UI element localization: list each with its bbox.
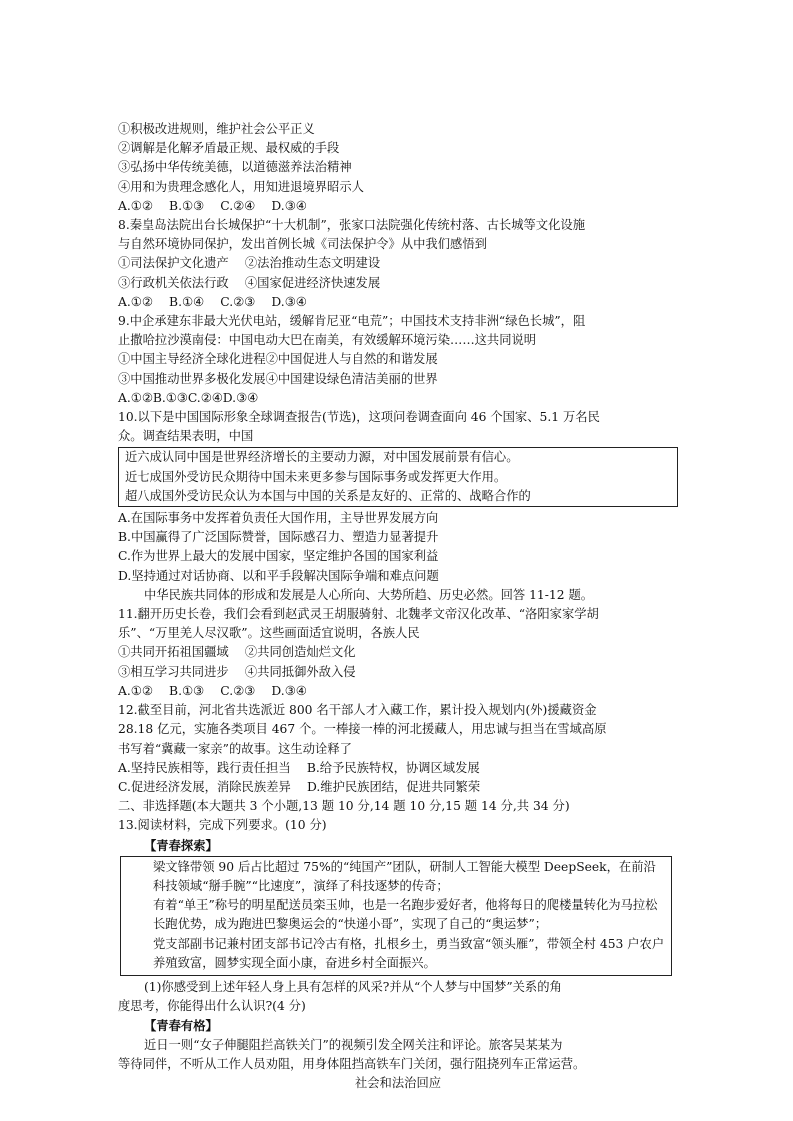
option-line: D.坚持通过对话协商、以和平手段解决国际争端和难点问题 bbox=[118, 568, 439, 583]
question-10-stem: 众。调查结果表明，中国 bbox=[118, 429, 254, 444]
text-line: ①司法保护文化遗产 ②法治推动生态文明建设 bbox=[118, 256, 381, 271]
question-12-stem: 28.18 亿元，实施各类项目 467 个。一棒接一棒的河北援藏人，用忠诚与担当在雪域高原 bbox=[118, 722, 607, 737]
option-line: B.中国赢得了广泛国际赞誉，国际感召力、塑造力显著提升 bbox=[118, 530, 439, 545]
question-block-7-10 bbox=[118, 120, 678, 446]
sub-question-1: (1)你感受到上述年轻人身上具有怎样的风采?并从“个人梦与中国梦”关系的角 bbox=[144, 979, 562, 994]
material-text: 等待同伴，不听从工作人员劝阻，用身体阻挡高铁车门关闭，强行阻挠列车正常运营。 bbox=[118, 1056, 586, 1071]
survey-results-box bbox=[118, 447, 678, 507]
exam-page bbox=[118, 120, 678, 1093]
text-line: ①共同开拓祖国疆域 ②共同创造灿烂文化 bbox=[118, 645, 356, 660]
question-8-stem: 与自然环境协同保护，发出首例长城《司法保护令》从中我们感悟到 bbox=[118, 237, 487, 252]
text-line: ①中国主导经济全球化进程②中国促进人与自然的和谐发展 bbox=[118, 352, 438, 367]
question-9-stem: 9.中企承建东非最大光伏电站，缓解肯尼亚“电荒”；中国技术支持非洲“绿色长城”，阻 bbox=[118, 314, 586, 329]
text-line: ④用和为贵理念感化人，用知进退境界昭示人 bbox=[118, 179, 364, 194]
text-line: ③中国推动世界多极化发展④中国建设绿色清洁美丽的世界 bbox=[118, 371, 438, 386]
question-10-options bbox=[118, 509, 678, 586]
question-11-stem: 乐”、“万里羌人尽汉歌”。这些画面适宜说明，各族人民 bbox=[118, 626, 420, 641]
question-12-stem: 书写着“冀藏一家亲”的故事。这生动诠释了 bbox=[118, 741, 352, 756]
answer-options: A.①②B.①③C.②④D.③④ bbox=[118, 390, 259, 405]
answer-options: A.①② B.①④ C.②③ D.③④ bbox=[118, 294, 307, 309]
answer-options: A.①② B.①③ C.②③ D.③④ bbox=[118, 683, 307, 698]
sub-question-1: 度思考，你能得出什么认识?(4 分) bbox=[118, 999, 306, 1014]
survey-line: 近七成国外受访民众期待中国未来更多参与国际事务或发挥更大作用。 bbox=[125, 469, 507, 484]
material-text: 近日一则“女子伸腿阻拦高铁关门”的视频引发全网关注和评论。旅客吴某某为 bbox=[144, 1037, 563, 1052]
material-paragraph: 有着“单王”称号的明星配送员栾玉帅，也是一名跑步爱好者，他将每日的爬楼量转化为马拉松长跑优势，成为跑进巴黎奥运会的“快递小哥”，实现了自己的“奥运梦”； bbox=[153, 898, 658, 932]
option-line: C.作为世界上最大的发展中国家，坚定维护各国的国家利益 bbox=[118, 549, 439, 564]
question-9-stem: 止撒哈拉沙漠南侵：中国电动大巴在南美，有效缓解环境污染……这共同说明 bbox=[118, 333, 537, 348]
text-line: ③弘扬中华传统美德，以道德滋养法治精神 bbox=[118, 160, 352, 175]
question-12-stem: 12.截至目前，河北省共选派近 800 名干部人才入藏工作，累计投入规划内(外)援藏资金 bbox=[118, 703, 597, 718]
question-11-stem: 11.翻开历史长卷，我们会看到赵武灵王胡服骑射、北魏孝文帝汉化改革、“洛阳家家学胡 bbox=[118, 607, 599, 622]
section-label-explore: 【青春探索】 bbox=[144, 837, 218, 853]
material-caption: 社会和法治回应 bbox=[354, 1075, 442, 1090]
survey-line: 超八成国外受访民众认为本国与中国的关系是友好的、正常的、战略合作的 bbox=[125, 488, 531, 503]
text-line: ③相互学习共同进步 ④共同抵御外敌入侵 bbox=[118, 664, 356, 679]
question-10-stem: 10.以下是中国国际形象全球调查报告(节选)，这项问卷调查面向 46 个国家、5.1 万名民 bbox=[118, 410, 600, 425]
question-13-stem: 13.阅读材料，完成下列要求。(10 分) bbox=[118, 818, 327, 833]
question-8-stem: 8.秦皇岛法院出台长城保护“十大机制”，张家口法院强化传统村落、古长城等文化设施 bbox=[118, 218, 585, 233]
intro-11-12: 中华民族共同体的形成和发展是人心所向、大势所趋、历史必然。回答 11-12 题。 bbox=[144, 587, 594, 602]
text-line: ①积极改进规则，维护社会公平正义 bbox=[118, 122, 315, 136]
text-line: ③行政机关依法行政 ④国家促进经济快速发展 bbox=[118, 275, 381, 290]
material-box bbox=[120, 856, 672, 976]
material-paragraph: 党支部副书记兼村团支部书记冷古有格，扎根乡土，勇当致富“领头雁”，带领全村 453 户农户养殖致富，圆梦实现全面小康，奋进乡村全面振兴。 bbox=[153, 936, 665, 970]
material-paragraph: 梁文锋带领 90 后占比超过 75%的“纯国产”团队，研制人工智能大模型 DeepSeek，在前沿科技领域“掰手腕”“比速度”，演绎了科技逐梦的传奇； bbox=[153, 859, 656, 893]
answer-options: A.①② B.①③ C.②④ D.③④ bbox=[118, 198, 307, 213]
option-line: A.在国际事务中发挥着负责任大国作用，主导世界发展方向 bbox=[118, 511, 439, 526]
option-line: A.坚持民族相等，践行责任担当 B.给予民族特权，协调区域发展 bbox=[118, 760, 480, 775]
section-label-conduct: 【青春有格】 bbox=[144, 1018, 218, 1034]
question-block-11-13 bbox=[118, 605, 678, 835]
option-line: C.促进经济发展，消除民族差异 D.维护民族团结，促进共同繁荣 bbox=[118, 779, 481, 794]
text-line: ②调解是化解矛盾最正规、最权威的手段 bbox=[118, 141, 340, 156]
survey-line: 近六成认同中国是世界经济增长的主要动力源，对中国发展前景有信心。 bbox=[125, 450, 519, 465]
section-heading: 二、非选择题(本大题共 3 个小题,13 题 10 分,14 题 10 分,15 题 14 分,共 34 分) bbox=[118, 799, 570, 814]
